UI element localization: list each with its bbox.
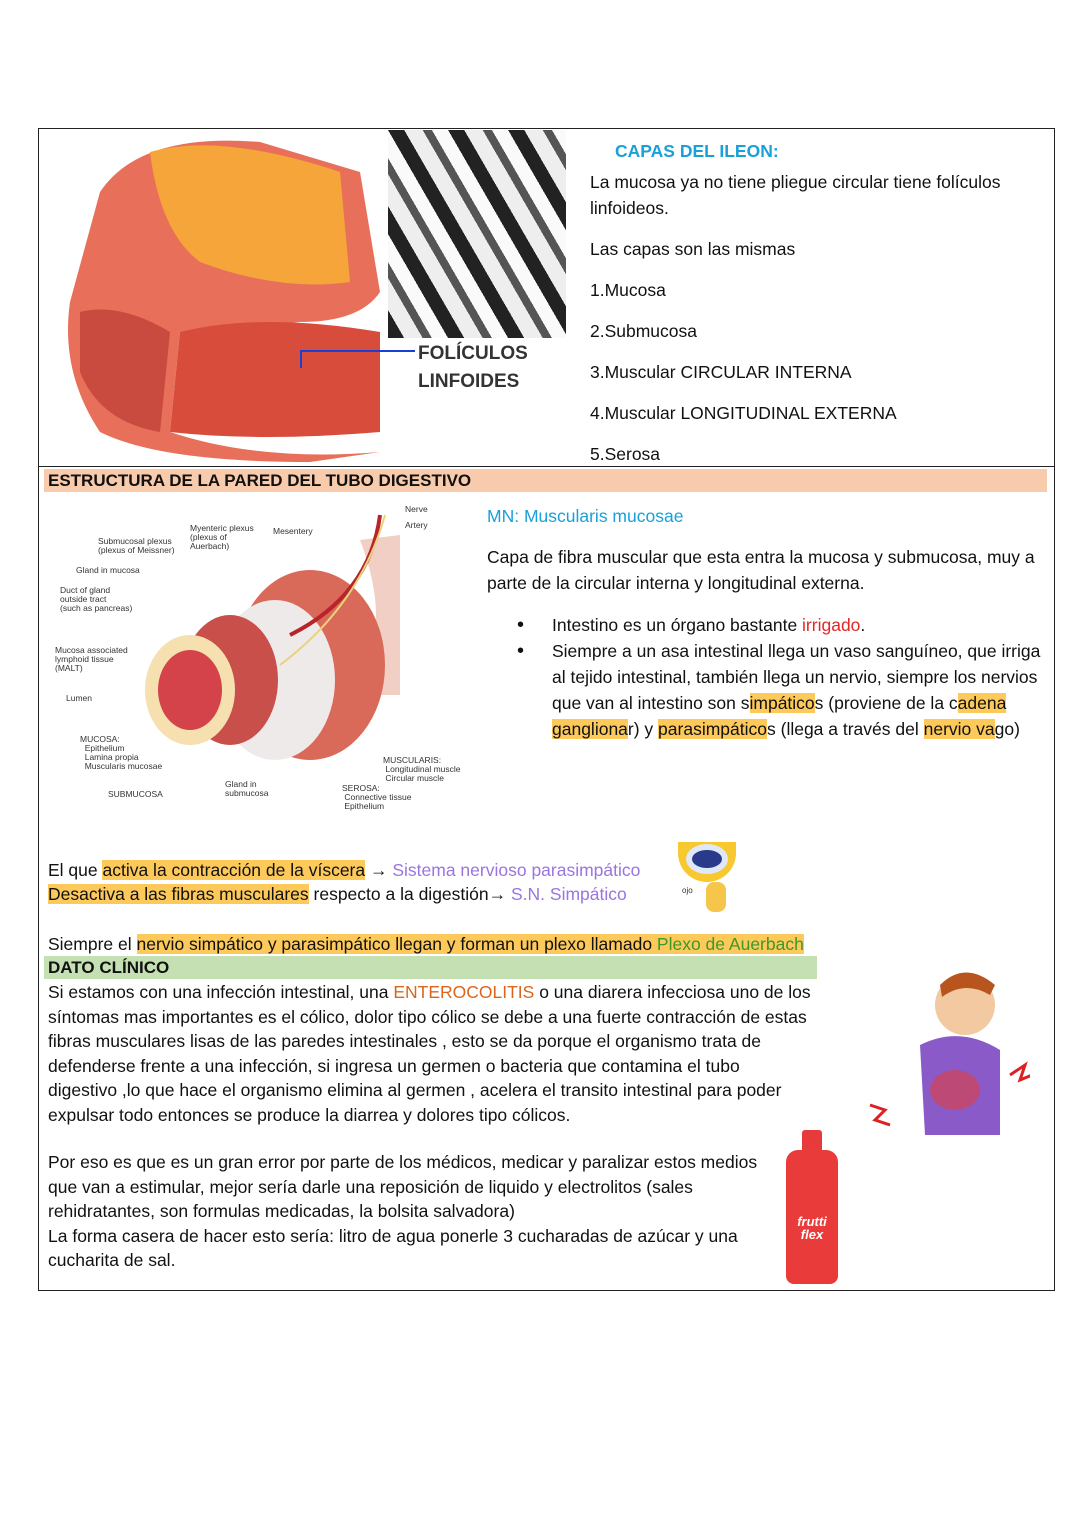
text-span: nervio va [923,719,995,739]
label-mucosa: MUCOSA: Epithelium Lamina propia Muscularis mucosae [80,734,163,771]
label-gland-submucosa: Gland in submucosa [225,779,269,798]
text-span: s (llega a través del [767,719,924,739]
text-span: parasimpático [658,719,767,739]
text-span: adena gangliona [552,693,1007,739]
layer-item: 5.Serosa [590,444,661,464]
follicles-label-line1: FOLÍCULOS [418,343,528,364]
text-span: Intestino es un órgano bastante [552,615,803,635]
text-span: o una diarera infecciosa uno de los síntomas mas importantes es el cólico, dolor tipo cólico se debe a una fuerte contracción de estas fibras musculares lisas de las paredes intestinales , esto se da porque el organismo trata de defenderse frente a una infección, si ingresa un germen o bacteria que contamina el tubo digestivo ,lo que hace el organismo elimina al germen , acelera el transito intestinal para poder expulsar todo entonces se produce la diarrea y dolores tipo cólicos. [48,982,811,1125]
clinical-text-2 [48,1150,768,1273]
text-span: impático [749,693,815,713]
muscularis-mucosae-section [487,503,1047,742]
label-mesentery: Mesentery [273,526,313,536]
mn-text: Capa de fibra muscular que esta entra la mucosa y submucosa, muy a parte de la circular interna y longitudinal externa. [487,547,1035,593]
label-serosa: SEROSA: Connective tissue Epithelium [342,783,412,811]
label-gland-mucosa: Gland in mucosa [76,565,140,575]
text-span: S.N. Simpático [511,884,627,904]
clinical-heading-band: DATO CLÍNICO [44,956,817,979]
layer-item: 4.Muscular LONGITUDINAL EXTERNA [590,403,897,423]
text-span: Por eso es que es un gran error por parte de los médicos, medicar y paralizar estos medios que van a estimular, mejor sería darle una reposición de liquido y electrolitos (sales rehidratantes, son formulas medicadas, la bolsita salvadora) [48,1152,758,1221]
text-span: ENTEROCOLITIS [393,982,535,1002]
gut-wall-diagram [40,495,480,825]
label-myenteric-plexus: Myenteric plexus (plexus of Auerbach) [190,523,254,551]
ileum-text-2: Las capas son las mismas [590,239,796,259]
ileum-text: La mucosa ya no tiene pliegue circular tiene folículos linfoideos. [590,172,1001,218]
follicles-label [418,340,528,396]
text-span: s (proviene de la c [814,693,958,713]
bullet-item [487,638,1047,742]
structure-heading-band: ESTRUCTURA DE LA PARED DEL TUBO DIGESTIVO [44,469,1047,492]
label-submucosal-plexus: Submucosal plexus (plexus of Meissner) [98,536,175,555]
label-lumen: Lumen [66,693,92,703]
stomach-ache-illustration [860,965,1030,1175]
text-span: Siempre el [48,934,137,954]
layer-item: 2.Submucosa [590,321,698,341]
text-span: nervio simpático y parasimpático llegan y forman un plexo llamado [136,934,657,954]
ileum-illustration [60,132,390,462]
text-span: r) y [627,719,659,739]
text-span: Plexo de Auerbach [656,934,804,954]
bottle-label: frutti flex [797,1214,827,1242]
clinical-text-1 [48,980,813,1127]
text-span: respecto a la digestión→ [308,884,511,904]
text-span: → [365,860,393,880]
label-malt: Mucosa associated lymphoid tissue (MALT) [55,645,128,673]
text-span: Si estamos con una infección intestinal, una [48,982,394,1002]
text-span: Sistema nervioso parasimpático [392,860,641,880]
label-submucosa: SUBMUCOSA [108,789,163,799]
follicles-label-line2: LINFOIDES [418,371,520,392]
label-nerve: Nerve [405,504,428,514]
text-span: La forma casera de hacer esto sería: litro de agua ponerle 3 cucharadas de azúcar y una cucharita de sal. [48,1225,738,1270]
rehydration-bottle [782,1130,842,1286]
eye-icon [676,842,738,914]
text-span: activa la contracción de la víscera [102,860,366,880]
bullet-item [487,612,1047,638]
mn-title: MN: Muscularis mucosae [487,506,684,526]
text-span: go) [994,719,1020,739]
text-span: Desactiva a las fibras musculares [48,884,309,904]
follicles-arrow [300,350,415,368]
label-artery: Artery [405,520,428,530]
label-muscularis: MUSCULARIS: Longitudinal muscle Circular muscle [383,755,461,783]
eye-label: ojo [682,886,693,895]
layer-item: 3.Muscular CIRCULAR INTERNA [590,362,852,382]
label-duct: Duct of gland outside tract (such as pancreas) [60,585,133,613]
layer-item: 1.Mucosa [590,280,666,300]
ileum-layers-section [590,138,1030,467]
text-span: Siempre a un asa intestinal llega un vaso sanguíneo, que irriga al tejido intestinal, también llega un nervio, siempre los nervios que van al intestino son s [552,641,1041,713]
text-span: . [860,615,866,635]
follicles-histology-image [388,130,566,338]
text-span: irrigado [802,615,861,635]
ileum-title: CAPAS DEL ILEON: [615,141,779,161]
text-span: El que [48,860,103,880]
